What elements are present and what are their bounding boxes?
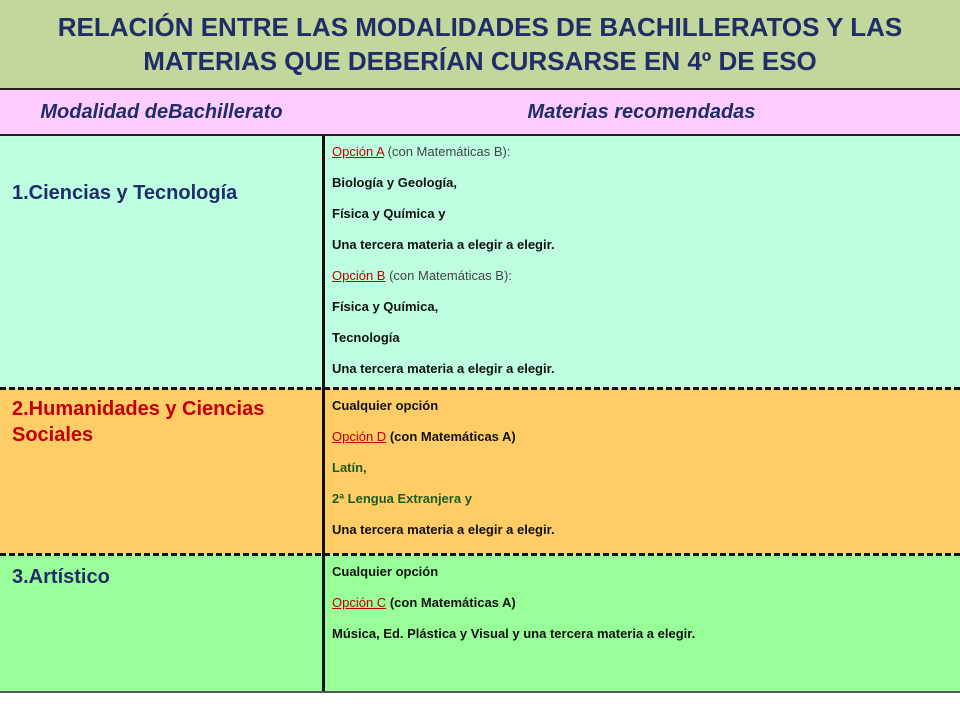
opcion-a-detail: (con Matemáticas B): xyxy=(384,144,511,159)
slide-title xyxy=(20,10,940,78)
materia-line: Una tercera materia a elegir a elegir. xyxy=(332,522,555,537)
row-divider xyxy=(0,553,960,556)
row-divider xyxy=(0,387,960,390)
opcion-d-detail: (con Matemáticas A) xyxy=(386,429,516,444)
materia-line: Una tercera materia a elegir a elegir. xyxy=(332,237,555,252)
modalidad-humanidades: 2.Humanidades y Ciencias Sociales xyxy=(12,398,265,446)
opcion-d-label: Opción D xyxy=(332,429,387,444)
materias-ciencias xyxy=(323,136,555,384)
title-line-2: MATERIAS QUE DEBERÍAN CURSARSE EN 4º DE ESO xyxy=(143,46,817,76)
materia-line: Música, Ed. Plástica y Visual y una tercera materia a elegir. xyxy=(332,626,696,641)
modalidad-artistico: 3.Artístico xyxy=(12,566,110,588)
row-artistico xyxy=(0,554,960,693)
materia-line: Física y Química, xyxy=(332,299,439,314)
opcion-b-label: Opción B xyxy=(332,268,386,283)
header-materias: Materias recomendadas xyxy=(323,88,960,136)
materia-line: Física y Química y xyxy=(332,206,446,221)
materia-line: Latín, xyxy=(332,460,367,475)
opcion-b-detail: (con Matemáticas B): xyxy=(385,268,512,283)
materia-line: Cualquier opción xyxy=(332,564,439,579)
table-bottom-border xyxy=(0,691,960,693)
row-humanidades xyxy=(0,388,960,554)
opcion-a-label: Opción A xyxy=(332,144,385,159)
column-divider xyxy=(322,136,325,693)
opcion-c-label: Opción C xyxy=(332,595,387,610)
modalidades-table xyxy=(0,88,960,693)
opcion-c-detail: (con Matemáticas A) xyxy=(386,595,516,610)
header-modalidad: Modalidad deBachillerato xyxy=(0,88,323,136)
materia-line: 2ª Lengua Extranjera y xyxy=(332,491,472,506)
title-line-1: RELACIÓN ENTRE LAS MODALIDADES DE BACHILLERATOS Y LAS xyxy=(57,12,903,42)
materia-line: Una tercera materia a elegir a elegir. xyxy=(332,361,555,376)
materia-line: Cualquier opción xyxy=(332,398,439,413)
materias-artistico xyxy=(323,556,695,649)
row-ciencias xyxy=(0,136,960,388)
materia-line: Biología y Geología, xyxy=(332,175,457,190)
materia-line: Tecnología xyxy=(332,330,400,345)
modalidad-ciencias: 1.Ciencias y Tecnología xyxy=(12,182,238,204)
materias-humanidades xyxy=(323,390,555,545)
